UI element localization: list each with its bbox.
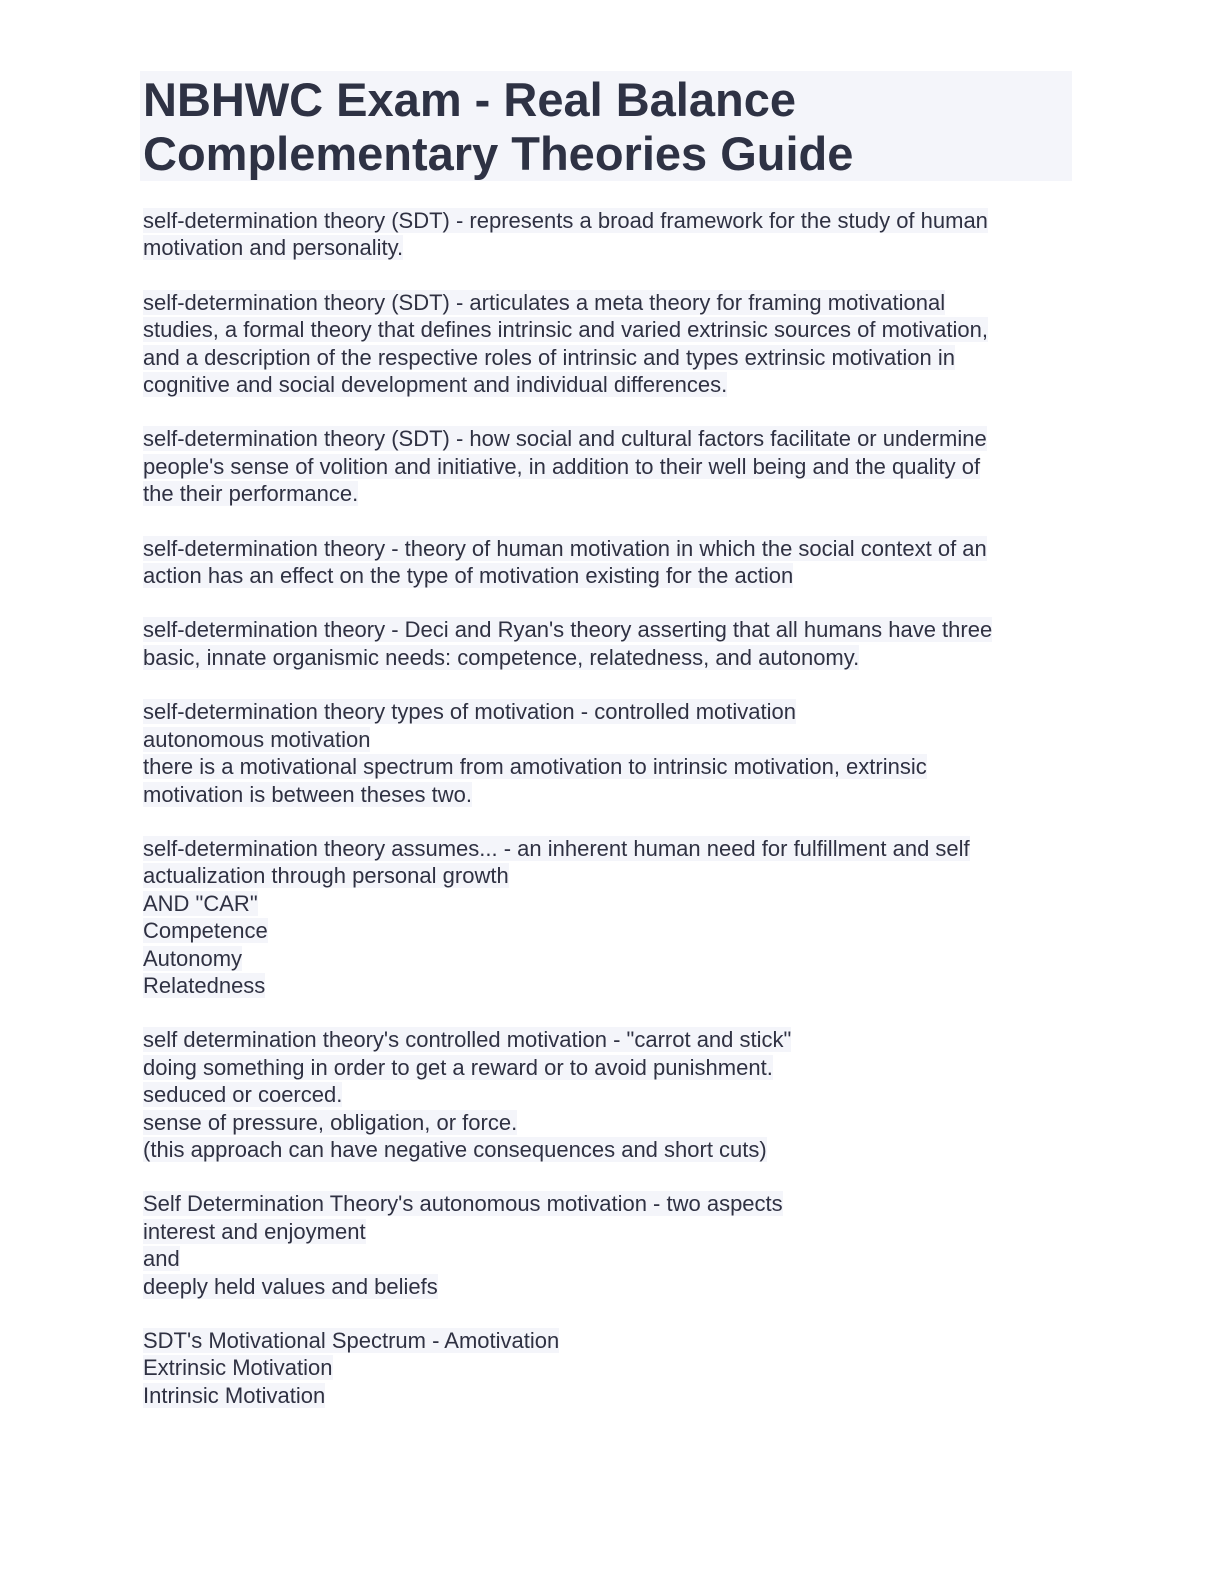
entry-line — [143, 1354, 1073, 1381]
entry-line — [143, 371, 1073, 398]
entry-line-text: actualization through personal growth — [143, 863, 509, 889]
flashcard-entry — [143, 835, 1073, 999]
flashcard-entry — [143, 698, 1073, 808]
entry-line-text: Intrinsic Motivation — [143, 1382, 326, 1408]
entry-line — [143, 917, 1073, 944]
entry-line-text: autonomous motivation — [143, 726, 371, 752]
entry-line-text: cognitive and social development and individual differences. — [143, 372, 728, 398]
entry-line — [143, 1026, 1073, 1053]
entry-line-text: deeply held values and beliefs — [143, 1273, 438, 1299]
flashcard-entry — [143, 289, 1073, 399]
entry-line-text: sense of pressure, obligation, or force. — [143, 1109, 518, 1135]
page-title — [143, 73, 853, 181]
entry-line-text: self-determination theory (SDT) - how social and cultural factors facilitate or undermine — [143, 426, 987, 452]
entry-line-text: motivation and personality. — [143, 235, 404, 261]
entry-line-text: self-determination theory - theory of human motivation in which the social context of an — [143, 535, 987, 561]
entry-line — [143, 1218, 1073, 1245]
entry-line — [143, 1327, 1073, 1354]
entry-line-text: AND "CAR" — [143, 890, 258, 916]
entry-line-text: the their performance. — [143, 481, 359, 507]
flashcard-entry — [143, 207, 1073, 262]
title-line: Complementary Theories Guide — [143, 127, 854, 180]
entry-line — [143, 535, 1073, 562]
entry-line — [143, 1190, 1073, 1217]
entry-line — [143, 316, 1073, 343]
entry-line-text: seduced or coerced. — [143, 1082, 343, 1108]
entry-line-text: motivation is between theses two. — [143, 781, 472, 807]
entry-line-text: Autonomy — [143, 945, 243, 971]
entry-line-text: people's sense of volition and initiative, in addition to their well being and the quality of — [143, 453, 981, 479]
entry-line — [143, 781, 1073, 808]
entry-line — [143, 835, 1073, 862]
entry-line — [143, 344, 1073, 371]
entry-line-text: doing something in order to get a reward or to avoid punishment. — [143, 1054, 773, 1080]
flashcard-entry — [143, 1026, 1073, 1163]
entry-line-text: self determination theory's controlled motivation - "carrot and stick" — [143, 1027, 792, 1053]
entry-line — [143, 453, 1073, 480]
entry-line — [143, 890, 1073, 917]
entry-line — [143, 562, 1073, 589]
entry-line — [143, 1382, 1073, 1409]
entry-line — [143, 945, 1073, 972]
entry-line-text: Relatedness — [143, 972, 266, 998]
entry-line-text: self-determination theory assumes... - an inherent human need for fulfillment and self — [143, 835, 970, 861]
flashcard-entry — [143, 425, 1073, 507]
entry-line — [143, 1273, 1073, 1300]
entry-line-text: Self Determination Theory's autonomous motivation - two aspects — [143, 1191, 783, 1217]
entry-line — [143, 726, 1073, 753]
entry-line-text: self-determination theory - Deci and Ryan's theory asserting that all humans have three — [143, 617, 993, 643]
entry-line — [143, 616, 1073, 643]
entry-line — [143, 753, 1073, 780]
entry-line — [143, 289, 1073, 316]
entry-line — [143, 1054, 1073, 1081]
entry-line-text: basic, innate organismic needs: competence, relatedness, and autonomy. — [143, 644, 860, 670]
entry-line-text: and — [143, 1246, 180, 1272]
entry-line — [143, 1109, 1073, 1136]
entry-line-text: self-determination theory types of motivation - controlled motivation — [143, 699, 796, 725]
entry-line — [143, 698, 1073, 725]
entry-line-text: (this approach can have negative consequences and short cuts) — [143, 1136, 767, 1162]
entry-line-text: and a description of the respective roles of intrinsic and types extrinsic motivation in — [143, 344, 955, 370]
entry-line — [143, 234, 1073, 261]
entry-line-text: studies, a formal theory that defines intrinsic and varied extrinsic sources of motivation, — [143, 317, 988, 343]
entry-line — [143, 1081, 1073, 1108]
entry-line-text: self-determination theory (SDT) - articulates a meta theory for framing motivational — [143, 289, 946, 315]
entry-line-text: Competence — [143, 918, 268, 944]
entry-line — [143, 480, 1073, 507]
entry-line — [143, 207, 1073, 234]
title-block — [140, 71, 1072, 181]
flashcard-entry — [143, 616, 1073, 671]
entry-line-text: interest and enjoyment — [143, 1218, 366, 1244]
entry-line — [143, 862, 1073, 889]
entry-line-text: action has an effect on the type of motivation existing for the action — [143, 563, 794, 589]
entry-line — [143, 972, 1073, 999]
entry-line — [143, 425, 1073, 452]
title-line: NBHWC Exam - Real Balance — [143, 73, 796, 126]
entry-line — [143, 1245, 1073, 1272]
entry-line — [143, 644, 1073, 671]
entry-line-text: there is a motivational spectrum from amotivation to intrinsic motivation, extrinsic — [143, 754, 927, 780]
flashcard-entry — [143, 1327, 1073, 1409]
entry-line-text: Extrinsic Motivation — [143, 1355, 333, 1381]
entry-line — [143, 1136, 1073, 1163]
flashcard-entry — [143, 1190, 1073, 1300]
entry-line-text: SDT's Motivational Spectrum - Amotivation — [143, 1328, 560, 1353]
entry-line-text: self-determination theory (SDT) - represents a broad framework for the study of human — [143, 208, 988, 233]
flashcard-entry — [143, 535, 1073, 590]
flashcard-list — [143, 207, 1073, 1436]
